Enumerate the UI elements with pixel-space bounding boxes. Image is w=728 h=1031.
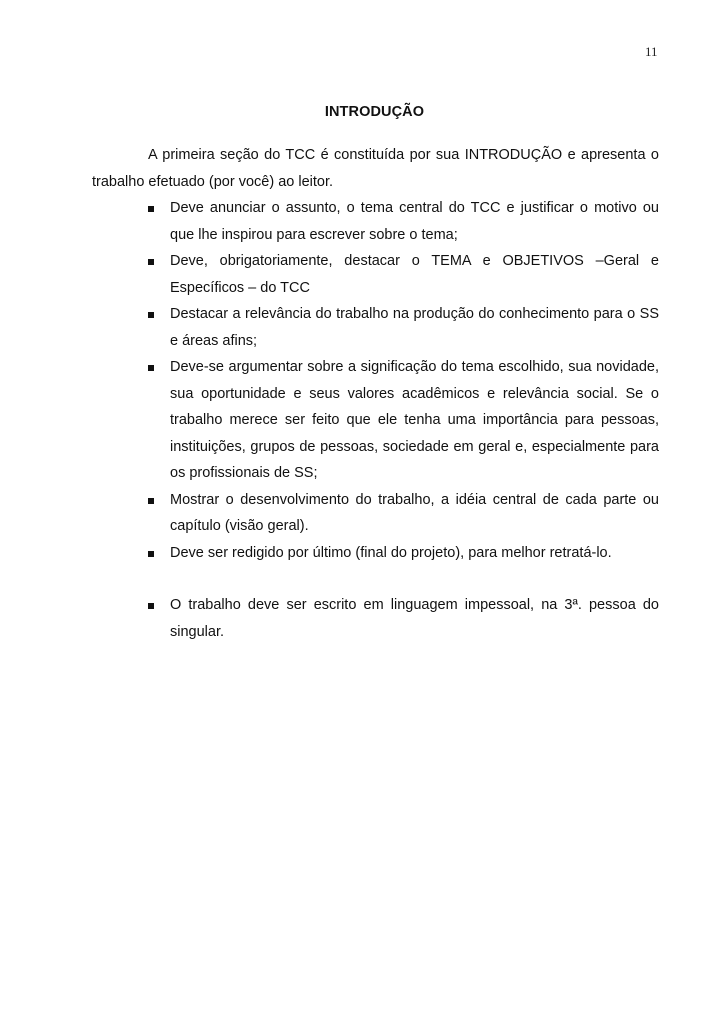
document-body <box>92 142 659 645</box>
bullet-item <box>92 301 659 354</box>
section-title: INTRODUÇÃO <box>324 104 425 120</box>
page-number: 11 <box>645 44 658 59</box>
bullet-text: O trabalho deve ser escrito em linguagem impessoal, na 3ª. pessoa do singular. <box>170 597 659 640</box>
square-bullet-icon <box>148 312 154 318</box>
bullet-list <box>92 195 659 645</box>
bullet-item <box>92 540 659 567</box>
bullet-text: Deve, obrigatoriamente, destacar o TEMA e OBJETIVOS –Geral e Específicos – do TCC <box>170 253 659 296</box>
bullet-item <box>92 592 659 645</box>
bullet-text: Mostrar o desenvolvimento do trabalho, a idéia central de cada parte ou capítulo (visão geral). <box>170 491 659 534</box>
bullet-item <box>92 248 659 301</box>
intro-paragraph: A primeira seção do TCC é constituída por sua INTRODUÇÃO e apresenta o trabalho efetuado (por você) ao leitor. <box>92 147 659 190</box>
bullet-text: Deve ser redigido por último (final do projeto), para melhor retratá-lo. <box>170 544 612 561</box>
square-bullet-icon <box>148 603 154 609</box>
square-bullet-icon <box>148 206 154 212</box>
square-bullet-icon <box>148 365 154 371</box>
bullet-item <box>92 487 659 540</box>
square-bullet-icon <box>148 551 154 557</box>
bullet-text: Deve anunciar o assunto, o tema central do TCC e justificar o motivo ou que lhe inspirou para escrever sobre o tema; <box>170 200 659 243</box>
bullet-text: Destacar a relevância do trabalho na produção do conhecimento para o SS e áreas afins; <box>170 306 659 349</box>
bullet-text: Deve-se argumentar sobre a significação do tema escolhido, sua novidade, sua oportunidade e seus valores acadêmicos e relevância social. Se o trabalho merece ser feito que ele tenha uma importância para pessoas, instituições, grupos de pessoas, sociedade em geral e, especialmente para os profissionais de SS; <box>170 359 659 481</box>
bullet-item <box>92 195 659 248</box>
square-bullet-icon <box>148 498 154 504</box>
square-bullet-icon <box>148 259 154 265</box>
bullet-item <box>92 354 659 487</box>
